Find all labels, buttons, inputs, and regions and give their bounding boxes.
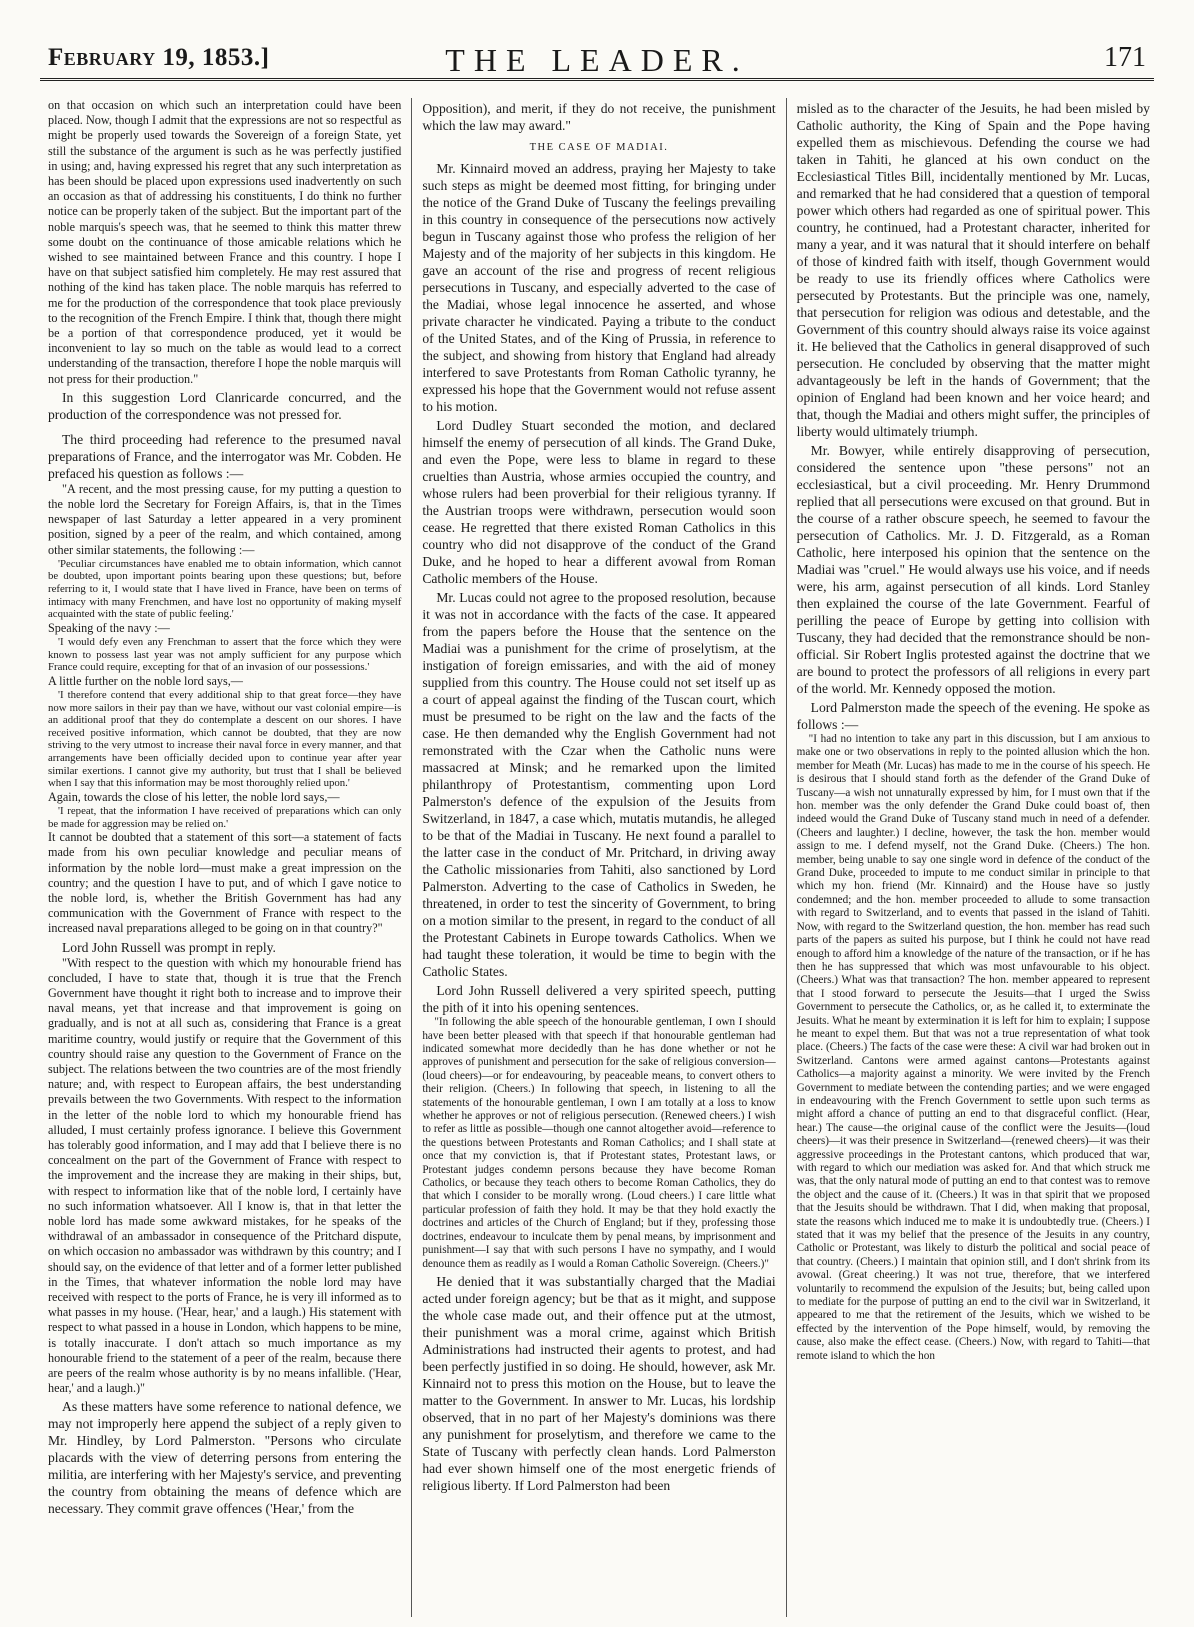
paragraph: "I had no intention to take any part in this discussion, but I am anxious to make one or two observations in reply to the pointed allusion which the hon. member for Meath (Mr. Lucas) has made to me in the course of his speech. He is desirous that I should stand forth as the defender of the Grand Duke of Tuscany—a wish not unnaturally expressed by him, for I must own that if the hon. member was the only defender the Grand Duke could boast of, then indeed would the Grand Duke of Tuscany stand much in need of a defender. (Cheers and laughter.) I decline, however, the task the hon. member would assign to me. I defend myself, not the Grand Duke. (Cheers.) The hon. member, being unable to say one single word in defence of the conduct of the Grand Duke, proceeded to impute to me conduct similar in principle to that which my hon. friend (Mr. Kinnaird) and the House have so justly condemned; and the hon. member proceeded to allude to some transaction with regard to Switzerland, and to events that passed in the island of Tahiti. Now, with regard to the Switzerland question, the hon. member has read such parts of the papers as suited his purpose, but I think he could not have read enough to afford him a knowledge of the nature of the transaction, or if he has then he has suppressed that which was most unfavourable to his object. (Cheers.) What was that transaction? The hon. member appeared to represent that I stood forward to persecute the Jesuits—that I urged the Swiss Government to persecute the Catholics, or, as he called it, to exterminate the Jesuits. What he meant by extermination it is left for him to explain; I suppose he meant to expel them. But that was not a true representation of what took place. (Cheers.) The facts of the case were these: A civil war had broken out in Switzerland. Cantons were armed against cantons—Protestants against Catholics—a majority against a minority. We were invited by the French Government to mediate between the contending parties; and we were engaged in endeavouring with the French Government to settle upon such terms as might afford a chance of putting an end to that disgraceful conflict. (Hear, hear.) The cause—the original cause of the conflict were the Jesuits—(loud cheers)—it was their presence in Switzerland—(renewed cheers)—it was their aggressive proceedings in the Protestant cantons, which produced that war, with regard to which our mediation was asked for. And that which struck me was, that the only natural mode of putting an end to that contest was to remove the object and the cause of it. (Cheers.) It was in that spirit that we proposed that the Jesuits should be withdrawn. That I did, when making that proposal, state the reasons which induced me to make it is undoubtedly true. (Cheers.) I stated that it was my belief that the presence of the Jesuits in any country, Catholic or Protestant, was likely to disturb the political and social peace of that country. (Cheers.) I maintain that opinion still, and I don't shrink from its avowal. (Great cheering.) It was not true, therefore, that we interfered voluntarily to recommend the expulsion of the Jesuits; but, being called upon to mediate for the purpose of putting an end to the civil war in Switzerland, it appeared to me that the retirement of the Jesuits, which we wished to be effected by the intervention of the Pope himself, would, by removing the cause, also make the effect cease. (Cheers.) Now, with regard to Tahiti—that remote island to which the hon [796,733,1150,1362]
paragraph: 'Peculiar circumstances have enabled me to obtain information, which cannot be doubted, upon important points bearing upon these questions; but, before referring to it, I would state that I have lived in France, have been on terms of intimacy with many Frenchmen, and have lost no opportunity of making myself acquainted with the state of public feeling.' [48,557,402,621]
issue-date: February 19, 1853.] [48,44,270,71]
paragraph: The third proceeding had reference to the presumed naval preparations of France, and the interrogator was Mr. Cobden. He prefaced his question as follows :— [48,431,402,481]
column-2 [411,98,785,1617]
masthead [40,38,1154,81]
paragraph: on that occasion on which such an interpretation could have been placed. Now, though I admit that the expressions are not so respectful as might be properly used towards the Sovereign of a foreign State, yet still the substance of the argument is such as he was perfectly justified in using; and, having expressed his regret that any such interpretation as has been should be placed upon expressions used inadvertently on such an occasion as that of addressing his constituents, I do think no further notice can be properly taken of the subject. But the important part of the noble marquis's speech was, that he seemed to think this matter threw some doubt on the continuance of those amicable relations which he wished to see maintained between France and this country. I hope I have on that subject satisfied him completely. He may rest assured that nothing of the kind has taken place. The noble marquis has referred to me for the production of the correspondence that took place previously to the recognition of the French Empire. I think that, though there might be a portion of that correspondence produced, yet it would be inconvenient to lay so much on the table as would lead to a correct understanding of the transaction, therefore I hope the noble marquis will not press for their production." [48,98,402,386]
paragraph: Lord John Russell delivered a very spirited speech, putting the pith of it into his opening sentences. [422,983,776,1016]
paragraph: 'I would defy even any Frenchman to assert that the force which they were known to possess last year was not amply sufficient for any purpose which France could require, excepting for that of an invasion of our possessions.' [48,636,402,674]
paragraph: "With respect to the question with which my honourable friend has concluded, I have to state that, though it is true that the French Government have thought it right both to increase and to improve their naval means, yet that increase and that improvement is going on gradually, and is not at all such as, considering that France is a great maritime country, would justify or require that the Government of this country should raise any question to the Government of France on the subject. The relations between the two countries are of the most friendly nature; and, with respect to European affairs, the best understanding prevails between the two Governments. With respect to the information in the letter of the noble lord to which my honourable friend has alluded, I must certainly profess ignorance. I believe this Government has tolerably good information, and I may add that I believe there is no concealment on the part of the Government of France with respect to the improvement and the increase they are making in their ships, but, with respect to information like that of the noble lord, I certainly have no such information whatsoever. All I know is, that in that letter the noble lord has made some awkward mistakes, for he speaks of the withdrawal of an ambassador in consequence of the Pritchard dispute, on which occasion no ambassador was withdrawn by this country; and I should say, on the evidence of that letter and of a former letter published in the Times, that whatever information the noble lord may have received with respect to the ports of France, he is very ill informed as to what passes in my house. ('Hear, hear,' and a laugh.) His statement with respect to what passed in a house in London, which happens to be mine, is totally inaccurate. I don't attach so much importance as my honourable friend to the statement of a peer of the realm, because there are peers of the realm whose authority is by no means infallible. ('Hear, hear,' and a laugh.)" [48,955,402,1396]
paragraph-gap [48,423,401,429]
paragraph: In this suggestion Lord Clanricarde concurred, and the production of the correspondence was not pressed for. [48,389,402,422]
paragraph: Lord Palmerston made the speech of the evening. He spoke as follows :— [796,700,1150,732]
paragraph: 'I repeat, that the information I have received of preparations which can only be made for aggression may be relied on.' [48,804,402,830]
paragraph: "In following the able speech of the honourable gentleman, I own I should have been better pleased with that speech if that honourable gentleman had indicated somewhat more decidedly than he has done whether or not he approves of punishment and persecution for the sake of religious conversion—(loud cheers)—or for endeavouring, by peaceable means, to convert others to their religion. (Cheers.) In following that speech, in listening to all the statements of the honourable gentleman, I own I am totally at a loss to know whether he approves or not of religious persecution. (Renewed cheers.) I wish to refer as little as possible—though one cannot altogether avoid—reference to the questions between Protestants and Roman Catholics; and I shall state at once that my conviction is, that if Protestant states, Protestant laws, or Protestant judges condemn persons because they have become Roman Catholics, or because they teach others to become Roman Catholics, they do that which I consider to be morally wrong. (Loud cheers.) I care little what particular profession of faith they hold. It may be that they hold exactly the doctrines and articles of the Church of England; but if they, professing those doctrines, endeavour to inculcate them by penal means, by imprisonment and punishment—I say that with such persons I have no sympathy, and I would denounce them as readily as I would a Roman Catholic Sovereign. (Cheers.)" [422,1016,776,1270]
paragraph: A little further on the noble lord says,— [48,673,243,688]
paragraph: Mr. Bowyer, while entirely disapproving of persecution, considered the sentence upon "these persons" not an ecclesiastical, but a civil proceeding. Mr. Henry Drummond replied that all persecutions were excused on that ground. But in the course of a rather obscure speech, he seemed to favour the persecution of Catholics. Mr. J. D. Fitzgerald, as a Roman Catholic, here interposed his opinion that the sentence on the Madiai was "cruel." He would always use his voice, and if needs were, his arm, against persecution of all kinds. Lord Stanley then explained the course of the late Government. Fearful of perilling the peace of Europe by getting into collision with Tuscany, they had decided that the remonstrance should be non-official. Sir Robert Inglis protested against the doctrine that we are bound to protect the professors of all religions in every part of the world. Mr. Kennedy opposed the motion. [796,443,1150,696]
paragraph: 'I therefore contend that every additional ship to that great force—they have now more sailors in their pay than we have, without our vast colonial empire—is an additional proof that they do contemplate a descent on our shores. I have received positive information, which cannot be doubted, that they are now striving to the very utmost to increase their naval force in every manner, and that arrangements have been officially decided upon to continue year after year similar exertions. I cannot give my authority, but trust that I shall be believed when I say that this information may be most thoroughly relied upon.' [48,689,402,790]
publication-title: THE LEADER. [445,42,749,78]
paragraph: Opposition), and merit, if they do not receive, the punishment which the law may award." [422,101,776,133]
paragraph: Again, towards the close of his letter, the noble lord says,— [48,789,340,804]
paragraph: "A recent, and the most pressing cause, for my putting a question to the noble lord the Secretary for Foreign Affairs, is, that in the Times newspaper of last Saturday a letter appeared in a very prominent position, signed by a peer of the realm, and which contained, among other similar statements, the following :— [48,481,402,557]
article-columns [38,98,1160,1617]
section-heading: THE CASE OF MADIAI. [529,142,669,153]
paragraph: It cannot be doubted that a statement of this sort—a statement of facts made from his own peculiar knowledge and peculiar means of information by the noble lord—must make a great impression on the country; and the question I have to put, and of which I gave notice to the noble lord, is, whether the British Government has had any communication with the Government of France with respect to the increased naval preparations alleged to be going on in that country?" [48,830,402,936]
paragraph: He denied that it was substantially charged that the Madiai acted under foreign agency; but be that as it might, and suppose the whole case made out, and their offence put at the utmost, their punishment was a moral crime, against which British Administrations had instructed their agents to protest, and had been perfectly justified in so doing. He should, however, ask Mr. Kinnaird not to press this motion on the House, but to leave the matter to the Government. In answer to Mr. Lucas, his lordship observed, that in no part of her Majesty's dominions was there any punishment for proselytism, and therefore we came to the State of Tuscany with perfectly clean hands. Lord Palmerston had ever shown himself one of the most energetic friends of religious liberty. If Lord Palmerston had been [422,1273,776,1493]
page-number: 171 [1104,42,1146,73]
column-1 [38,98,411,1617]
paragraph: Mr. Lucas could not agree to the proposed resolution, because it was not in accordance with the facts of the case. It appeared from the papers before the House that the sentence on the Madiai was a punishment for the crime of proselytism, at the instigation of foreign emissaries, and with the aid of money supplied from this country. The House could not set itself up as a court of appeal against the finding of the Tuscan court, which must be presumed to be right on the law and the facts of the case. He then demanded why the English Government had not remonstrated with the Czar when the Catholic nuns were massacred at Minsk; and he remarked upon the limited philanthropy of Protestantism, commenting upon Lord Palmerston's defence of the expulsion of the Jesuits from Switzerland, in 1847, a case which, mutatis mutandis, he alleged to be that of the Madiai in Tuscany. He next found a parallel to the latter case in the conduct of Mr. Pritchard, in driving away the Catholic missionaries from Tahiti, also sanctioned by Lord Palmerston. Adverting to the case of Catholics in Sweden, he threatened, in order to test the sincerity of Government, to bring on a motion similar to the present, in regard to the conduct of all the Protestant Cabinets in Europe towards Catholics. When we had taught these toleration, it would be time to begin with the Catholic States. [422,590,776,980]
paragraph: Mr. Kinnaird moved an address, praying her Majesty to take such steps as might be deemed most fitting, for bringing under the notice of the Grand Duke of Tuscany the feelings prevailing in this country in consequence of the persecutions now actively begun in Tuscany against those who profess the religion of her Majesty and of the majority of her subjects in this kingdom. He gave an account of the rise and progress of recent religious persecutions in Tuscany, and especially adverted to the case of the Madiai, whose legal innocence he asserted, and whose private character he vindicated. Paying a tribute to the conduct of the United States, and of the King of Prussia, in reference to the subject, and showing from history that England had already interfered to save Protestants from Roman Catholic tyranny, he expressed his hope that the Government would not refuse assent to his motion. [422,161,776,415]
paragraph: As these matters have some reference to national defence, we may not improperly here append the subject of a reply given to Mr. Hindley, by Lord Palmerston. "Persons who circulate placards with the view of deterring persons from entering the militia, are interfering with her Majesty's service, and preventing the country from obtaining the means of defence which are necessary. They commit grave offences ('Hear,' from the [48,1399,402,1517]
column-3 [786,98,1160,1617]
paragraph: Lord John Russell was prompt in reply. [62,939,276,955]
paragraph: misled as to the character of the Jesuits, he had been misled by Catholic authority, the King of Spain and the Pope having expelled them as mischievous. Defending the course we had taken in Tahiti, he glanced at his own conduct on the Ecclesiastical Titles Bill, incidentally mentioned by Mr. Lucas, and remarked that he had considered that a question of temporal power which others had regarded as one of spiritual power. This country, he continued, had a Protestant character, inherited for many a year, and it was natural that it should interfere on behalf of those of kindred faith with itself, though Government would be ready to use its friendly offices where Catholics were persecuted by Protestants. But the principle was one, namely, that persecution for religion was odious and detestable, and the Government of this country should always raise its voice against it. He believed that the Catholics in general disapproved of such persecution. He concluded by observing that the matter might advantageously be left in the hands of Government; that the opinion of England had been known and her voice heard; and that, though the Madiai and others might suffer, the principles of liberty would ultimately triumph. [796,101,1150,439]
paragraph: Speaking of the navy :— [48,620,170,635]
paragraph: Lord Dudley Stuart seconded the motion, and declared himself the enemy of persecution of all kinds. The Grand Duke, and even the Pope, were less to blame in regard to these cruelties than Austria, whose armies occupied the country, and whose rulers had been proverbial for their religious tyranny. If the Austrian troops were withdrawn, persecution would soon cease. He regretted that there existed Roman Catholics in this country who did not disapprove of the conduct of the Grand Duke, and he hoped to hear a different avowal from Roman Catholic members of the House. [422,418,776,587]
